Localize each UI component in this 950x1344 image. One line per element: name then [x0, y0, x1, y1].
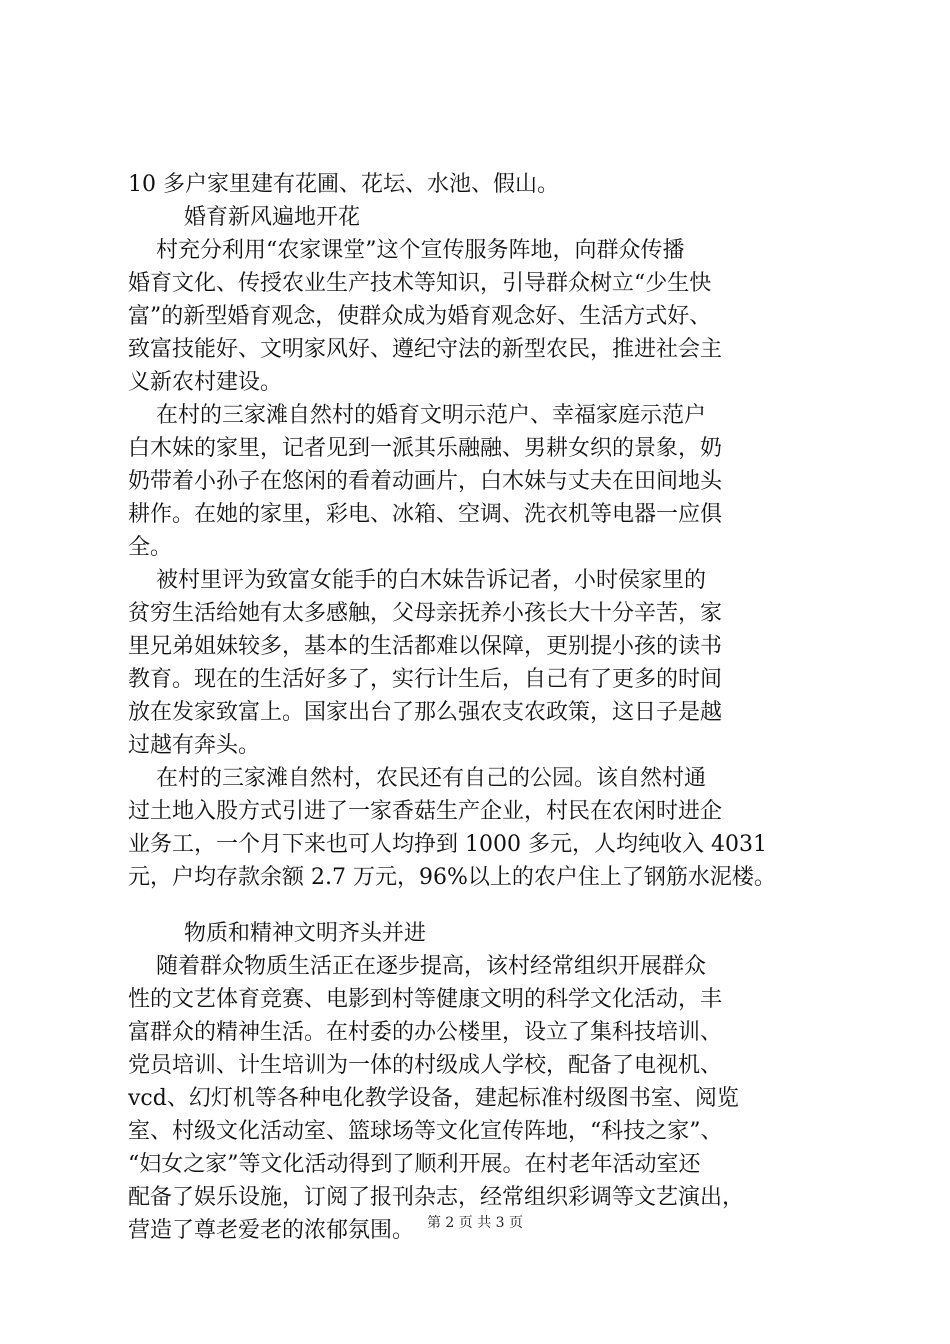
section-heading: 物质和精神文明齐头并进	[184, 921, 427, 946]
text-line: 在村的三家滩自然村，农民还有自己的公园。该自然村通	[128, 766, 706, 791]
text-line: 配备了娱乐设施，订阅了报刊杂志，经常组织彩调等文艺演出，	[128, 1185, 745, 1210]
text-line: 全。	[128, 535, 173, 560]
page-footer	[0, 1213, 950, 1233]
paragraph-gap	[128, 894, 833, 917]
text-line: 放在发家致富上。国家出台了那么强农支农政策，这日子是越	[128, 700, 723, 725]
text-line: vcd、幻灯机等各种电化教学设备，建起标准村级图书室、阅览	[128, 1086, 739, 1111]
para-continuation	[128, 168, 833, 201]
text-line: 耕作。在她的家里，彩电、冰箱、空调、洗衣机等电器一应俱	[128, 502, 723, 527]
text-line: “妇女之家”等文化活动得到了顺利开展。在村老年活动室还	[128, 1152, 701, 1177]
text-line: 致富技能好、文明家风好、遵纪守法的新型农民，推进社会主	[128, 337, 723, 362]
text-line: 随着群众物质生活正在逐步提高，该村经常组织开展群众	[128, 954, 706, 979]
text-line: 业务工，一个月下来也可人均挣到 1000 多元，人均纯收入 4031	[128, 832, 767, 857]
text-line: 富群众的精神生活。在村委的办公楼里，设立了集科技培训、	[128, 1020, 723, 1045]
text-line: 白木妹的家里，记者见到一派其乐融融、男耕女织的景象，奶	[128, 436, 723, 461]
text-line: 10 多户家里建有花圃、花坛、水池、假山。	[128, 172, 559, 197]
para-farm-classroom	[128, 234, 833, 399]
text-line: 富”的新型婚育观念，使群众成为婚育观念好、生活方式好、	[128, 304, 712, 329]
text-line: 奶带着小孙子在悠闲的看着动画片，白木妹与丈夫在田间地头	[128, 469, 723, 494]
document-body	[128, 168, 833, 1247]
text-line: 义新农村建设。	[128, 370, 283, 395]
text-line: 元，户均存款余额 2.7 万元，96%以上的农户住上了钢筋水泥楼。	[128, 865, 776, 890]
section-heading: 婚育新风遍地开花	[184, 205, 361, 230]
para-model-household	[128, 399, 833, 564]
text-line: 党员培训、计生培训为一体的村级成人学校，配备了电视机、	[128, 1053, 723, 1078]
heading-civilization	[128, 917, 833, 950]
text-line: 教育。现在的生活好多了，实行计生后，自己有了更多的时间	[128, 667, 723, 692]
text-line: 村充分利用“农家课堂”这个宣传服务阵地，向群众传播	[128, 238, 685, 263]
para-park	[128, 762, 833, 894]
para-bai-mumei	[128, 564, 833, 762]
heading-marriage	[128, 201, 833, 234]
text-line: 婚育文化、传授农业生产技术等知识，引导群众树立“少生快	[128, 271, 712, 296]
text-line: 在村的三家滩自然村的婚育文明示范户、幸福家庭示范户	[128, 403, 706, 428]
para-culture	[128, 950, 833, 1247]
text-line: 贫穷生活给她有太多感触，父母亲抚养小孩长大十分辛苦，家	[128, 601, 723, 626]
text-line: 里兄弟姐妹较多，基本的生活都难以保障，更别提小孩的读书	[128, 634, 723, 659]
text-line: 过土地入股方式引进了一家香菇生产企业，村民在农闲时进企	[128, 799, 723, 824]
text-line: 营造了尊老爱老的浓郁氛围。	[128, 1218, 415, 1243]
text-line: 性的文艺体育竞赛、电影到村等健康文明的科学文化活动，丰	[128, 987, 723, 1012]
text-line: 被村里评为致富女能手的白木妹告诉记者，小时侯家里的	[128, 568, 706, 593]
text-line: 过越有奔头。	[128, 733, 261, 758]
text-line: 室、村级文化活动室、篮球场等文化宣传阵地，“科技之家”、	[128, 1119, 723, 1144]
page-number-label: 第 2 页 共 3 页	[426, 1215, 524, 1231]
